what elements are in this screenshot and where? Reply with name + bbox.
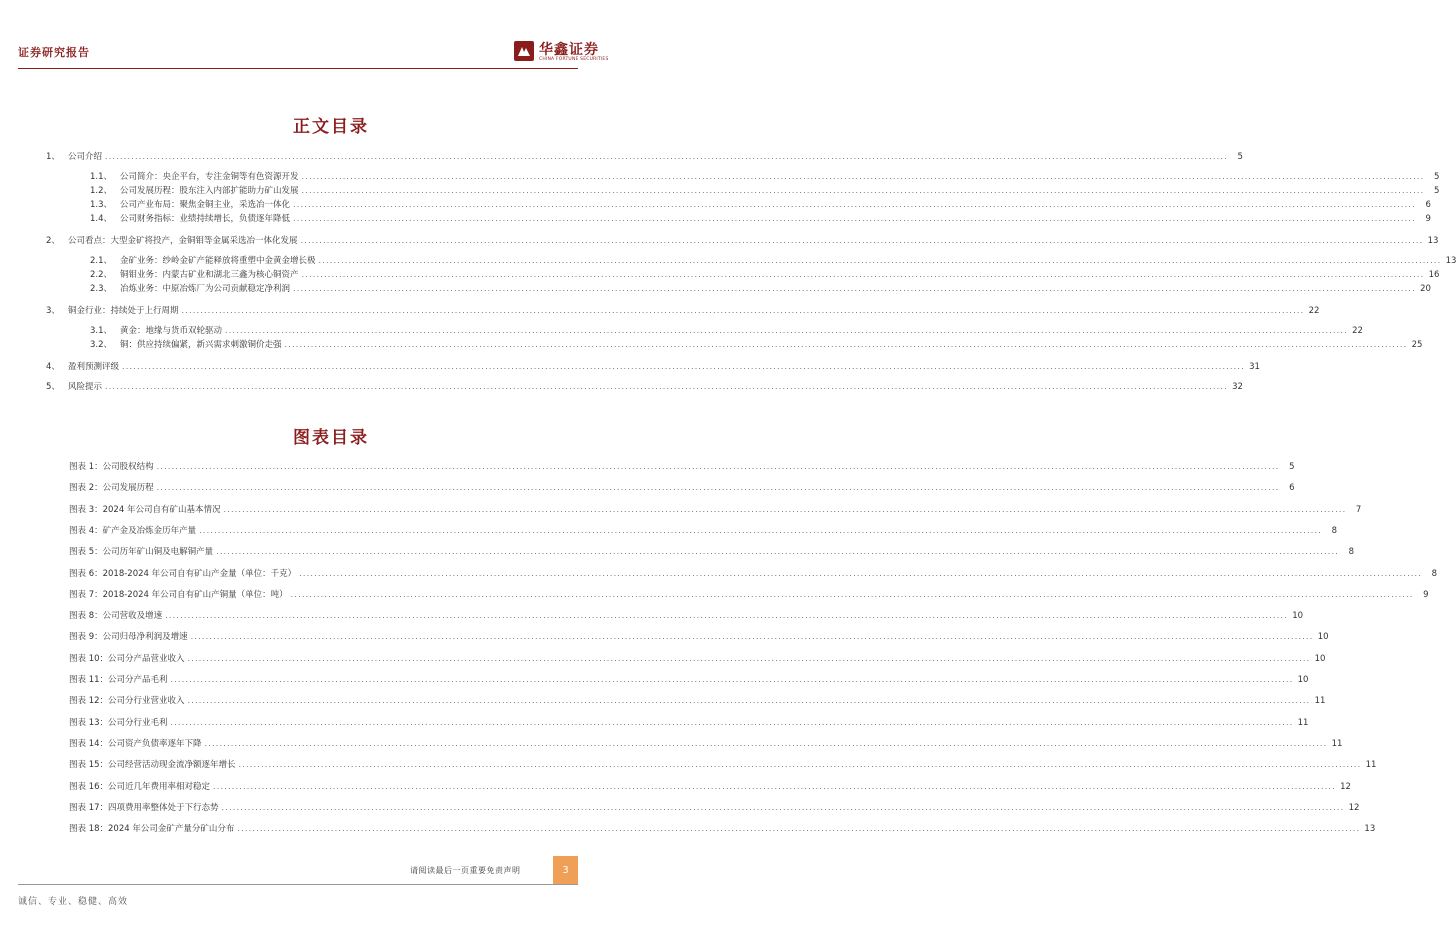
figure-leader-dots: ............................................................................................................................................................................................................................................................................................................ [213, 781, 1336, 791]
figure-item-page: 11 [1365, 760, 1377, 771]
toc-leader-dots: ............................................................................................................................................................................................................................................................................................................ [301, 186, 1425, 195]
toc-item-number: 3.1、 [90, 326, 113, 336]
figure-item[interactable] [69, 503, 1362, 515]
figure-leader-dots: ............................................................................................................................................................................................................................................................................................................ [237, 824, 1361, 834]
toc-leader-dots: ............................................................................................................................................................................................................................................................................................................ [318, 256, 1442, 265]
figure-item-title: 图表 2：公司发展历程 [69, 483, 154, 494]
toc-item-page: 25 [1411, 340, 1423, 350]
toc-item-title: 公司产业布局：聚焦金铜主业，采选冶一体化 [120, 200, 291, 210]
toc-item-title: 铜：供应持续偏紧，新兴需求刺激铜价走强 [120, 340, 282, 350]
toc-item-number: 2.2、 [90, 270, 113, 280]
toc-item-number: 5、 [46, 382, 60, 392]
figure-item[interactable] [69, 694, 1326, 707]
figure-leader-dots: ............................................................................................................................................................................................................................................................................................................ [238, 760, 1362, 770]
brand-name-en: CHINA FORTUNE SECURITIES [539, 57, 609, 62]
toc-item[interactable] [46, 150, 1243, 162]
figure-leader-dots: ............................................................................................................................................................................................................................................................................................................ [170, 675, 1294, 684]
figure-item-title: 图表 10：公司分产品营业收入 [69, 653, 185, 664]
figure-leader-dots: ............................................................................................................................................................................................................................................................................................................ [170, 717, 1294, 727]
figure-item[interactable] [69, 460, 1295, 472]
figure-item-title: 图表 6：2018-2024 年公司自有矿山产金量（单位：千克） [69, 568, 297, 579]
header-divider [18, 68, 578, 69]
figure-item[interactable] [69, 801, 1360, 813]
toc-item-number: 4、 [46, 362, 60, 372]
toc-item[interactable] [90, 254, 1456, 266]
toc-item[interactable] [46, 304, 1320, 316]
figure-leader-dots: ............................................................................................................................................................................................................................................................................................................ [299, 568, 1423, 578]
figure-leader-dots: ............................................................................................................................................................................................................................................................................................................ [165, 611, 1289, 621]
brand-logo-icon [514, 41, 534, 61]
figure-item-title: 图表 15：公司经营活动现金流净额逐年增长 [69, 760, 236, 771]
figure-item-page: 10 [1314, 653, 1326, 664]
toc-item-title: 公司看点：大型金矿将投产，金铜钼等金属采选冶一体化发展 [68, 236, 298, 246]
figure-leader-dots: ............................................................................................................................................................................................................................................................................................................ [216, 547, 1340, 557]
figure-leader-dots: ............................................................................................................................................................................................................................................................................................................ [204, 738, 1328, 748]
toc-item-number: 2.1、 [90, 256, 113, 266]
figure-item-page: 10 [1317, 632, 1329, 643]
figure-item-page: 8 [1431, 568, 1438, 579]
toc-item-page: 22 [1352, 326, 1363, 336]
disclaimer-note: 请阅读最后一页重要免责声明 [410, 866, 521, 875]
toc-item[interactable] [46, 234, 1439, 246]
figure-item-page: 11 [1331, 738, 1343, 749]
figure-item-page: 12 [1340, 781, 1351, 792]
toc-item-title: 风险提示 [68, 382, 103, 392]
figure-item[interactable] [69, 567, 1438, 579]
toc-item[interactable] [90, 184, 1440, 196]
toc-item-page: 20 [1420, 284, 1431, 294]
toc-item-title: 铜钼业务：内蒙古矿业和湖北三鑫为核心铜资产 [120, 270, 299, 280]
figure-item-page: 11 [1314, 696, 1326, 707]
toc-item-page: 22 [1308, 306, 1320, 316]
figure-item[interactable] [69, 545, 1355, 558]
toc-item-number: 2.3、 [90, 284, 113, 294]
figure-item-title: 图表 11：公司分产品毛利 [69, 675, 168, 685]
figure-item-title: 图表 13：公司分行业毛利 [69, 717, 168, 728]
figure-leader-dots: ............................................................................................................................................................................................................................................................................................................ [187, 653, 1311, 663]
figure-leader-dots: ............................................................................................................................................................................................................................................................................................................ [156, 462, 1280, 471]
toc-item-page: 13 [1445, 256, 1456, 266]
figure-leader-dots: ............................................................................................................................................................................................................................................................................................................ [199, 525, 1323, 535]
toc-item-title: 公司财务指标：业绩持续增长，负债逐年降低 [120, 214, 291, 224]
figure-leader-dots: ............................................................................................................................................................................................................................................................................................................ [156, 483, 1280, 493]
page-number: 3 [553, 856, 578, 884]
toc-item-title: 黄金：地缘与货币双轮驱动 [120, 326, 223, 336]
toc-leader-dots: ............................................................................................................................................................................................................................................................................................................ [301, 270, 1425, 279]
figure-leader-dots: ............................................................................................................................................................................................................................................................................................................ [290, 589, 1414, 599]
toc-leader-dots: ............................................................................................................................................................................................................................................................................................................ [225, 326, 1348, 335]
toc-leader-dots: ............................................................................................................................................................................................................................................................................................................ [293, 200, 1416, 209]
figure-item[interactable] [69, 481, 1295, 494]
toc-item-title: 铜金行业：持续处于上行周期 [68, 306, 179, 316]
figure-item-title: 图表 16：公司近几年费用率相对稳定 [69, 781, 211, 792]
toc-item[interactable] [90, 212, 1431, 224]
figure-item-page: 12 [1348, 802, 1360, 813]
figure-item[interactable] [69, 758, 1377, 771]
toc-item-page: 31 [1249, 362, 1260, 372]
toc-item[interactable] [90, 324, 1363, 336]
toc-item-number: 2、 [46, 236, 60, 246]
figure-item[interactable] [69, 822, 1376, 835]
figure-item-title: 图表 9：公司归母净利润及增速 [69, 632, 188, 643]
toc-leader-dots: ............................................................................................................................................................................................................................................................................................................ [293, 284, 1416, 293]
toc-item[interactable] [90, 282, 1431, 294]
figures-title: 图表目录 [293, 428, 369, 448]
toc-item-page: 9 [1425, 214, 1431, 224]
toc-item-title: 公司介绍 [68, 152, 103, 162]
figure-item-title: 图表 8：公司营收及增速 [69, 611, 163, 622]
toc-item-page: 6 [1425, 200, 1431, 210]
toc-item[interactable] [90, 338, 1423, 350]
figure-item-page: 8 [1331, 525, 1338, 536]
footer-divider [18, 884, 578, 885]
figure-item-title: 图表 17：四项费用率整体处于下行态势 [69, 802, 219, 813]
figure-item-title: 图表 5：公司历年矿山铜及电解铜产量 [69, 547, 214, 558]
toc-leader-dots: ............................................................................................................................................................................................................................................................................................................ [105, 382, 1228, 391]
toc-item-title: 公司发展历程：股东注入内部扩能助力矿山发展 [120, 186, 299, 196]
toc-item-page: 32 [1232, 382, 1243, 392]
toc-item-number: 1.4、 [90, 214, 113, 224]
toc-leader-dots: ............................................................................................................................................................................................................................................................................................................ [300, 236, 1424, 245]
toc-leader-dots: ............................................................................................................................................................................................................................................................................................................ [293, 214, 1416, 223]
figure-item-page: 7 [1355, 504, 1362, 515]
figure-item-page: 6 [1289, 483, 1295, 494]
toc-item-page: 16 [1428, 270, 1440, 280]
figure-item-page: 11 [1297, 717, 1309, 728]
report-type-label: 证券研究报告 [18, 46, 90, 59]
toc-item-title: 金矿业务：纱岭金矿产能释放将重塑中金黄金增长极 [120, 256, 316, 266]
toc-title: 正文目录 [293, 117, 369, 137]
figure-item[interactable] [69, 630, 1329, 643]
figure-item-page: 5 [1289, 462, 1295, 472]
toc-item[interactable] [46, 360, 1260, 372]
toc-item-page: 5 [1433, 186, 1440, 196]
toc-leader-dots: ............................................................................................................................................................................................................................................................................................................ [105, 152, 1228, 161]
figure-item[interactable] [69, 716, 1309, 728]
figure-item-page: 10 [1297, 675, 1309, 685]
figure-item-title: 图表 12：公司分行业营业收入 [69, 696, 185, 707]
toc-leader-dots: ............................................................................................................................................................................................................................................................................................................ [181, 306, 1305, 315]
figure-item[interactable] [69, 673, 1309, 685]
toc-item[interactable] [90, 268, 1440, 280]
figure-item-title: 图表 7：2018-2024 年公司自有矿山产铜量（单位：吨） [69, 589, 288, 600]
toc-item-title: 冶炼业务：中原冶炼厂为公司贡献稳定净利润 [120, 284, 291, 294]
figure-item-page: 10 [1292, 611, 1304, 622]
toc-item-number: 1.2、 [90, 186, 113, 196]
figure-item-title: 图表 14：公司资产负债率逐年下降 [69, 738, 202, 749]
toc-item-title: 盈利预测评级 [68, 362, 120, 372]
figure-leader-dots: ............................................................................................................................................................................................................................................................................................................ [221, 802, 1345, 812]
figure-item-page: 9 [1423, 589, 1429, 600]
toc-item-number: 1.1、 [90, 172, 113, 182]
figure-item-page: 13 [1364, 824, 1376, 835]
toc-item-number: 1.3、 [90, 200, 113, 210]
toc-leader-dots: ............................................................................................................................................................................................................................................................................................................ [284, 340, 1408, 349]
figure-item[interactable] [69, 588, 1429, 600]
toc-leader-dots: ............................................................................................................................................................................................................................................................................................................ [301, 172, 1425, 181]
toc-item-number: 3、 [46, 306, 60, 316]
figure-item[interactable] [69, 737, 1343, 749]
figure-item[interactable] [69, 609, 1304, 622]
figure-leader-dots: ............................................................................................................................................................................................................................................................................................................ [187, 696, 1311, 706]
toc-item-page: 5 [1237, 152, 1243, 162]
figure-item[interactable] [69, 780, 1351, 792]
toc-item-title: 公司简介：央企平台，专注金铜等有色资源开发 [120, 172, 299, 182]
toc-item-page: 5 [1433, 172, 1440, 182]
company-slogan: 诚信、专业、稳健、高效 [18, 897, 129, 907]
toc-leader-dots: ............................................................................................................................................................................................................................................................................................................ [122, 362, 1245, 371]
toc-item-page: 13 [1427, 236, 1439, 246]
toc-item[interactable] [46, 380, 1243, 392]
figure-item-title: 图表 1：公司股权结构 [69, 462, 154, 472]
brand-name: 华鑫证券 [539, 42, 599, 58]
toc-item-number: 3.2、 [90, 340, 113, 350]
figure-leader-dots: ............................................................................................................................................................................................................................................................................................................ [190, 632, 1314, 642]
figure-item-title: 图表 18：2024 年公司金矿产量分矿山分布 [69, 824, 235, 835]
figure-item-title: 图表 3：2024 年公司自有矿山基本情况 [69, 504, 221, 515]
figure-item[interactable] [69, 652, 1326, 664]
toc-item[interactable] [90, 170, 1440, 182]
figure-leader-dots: ............................................................................................................................................................................................................................................................................................................ [223, 504, 1347, 514]
figure-item-page: 8 [1348, 547, 1355, 558]
figure-item-title: 图表 4：矿产金及冶炼金历年产量 [69, 525, 197, 536]
figure-item[interactable] [69, 524, 1338, 536]
toc-item-number: 1、 [46, 152, 60, 162]
toc-item[interactable] [90, 198, 1431, 210]
